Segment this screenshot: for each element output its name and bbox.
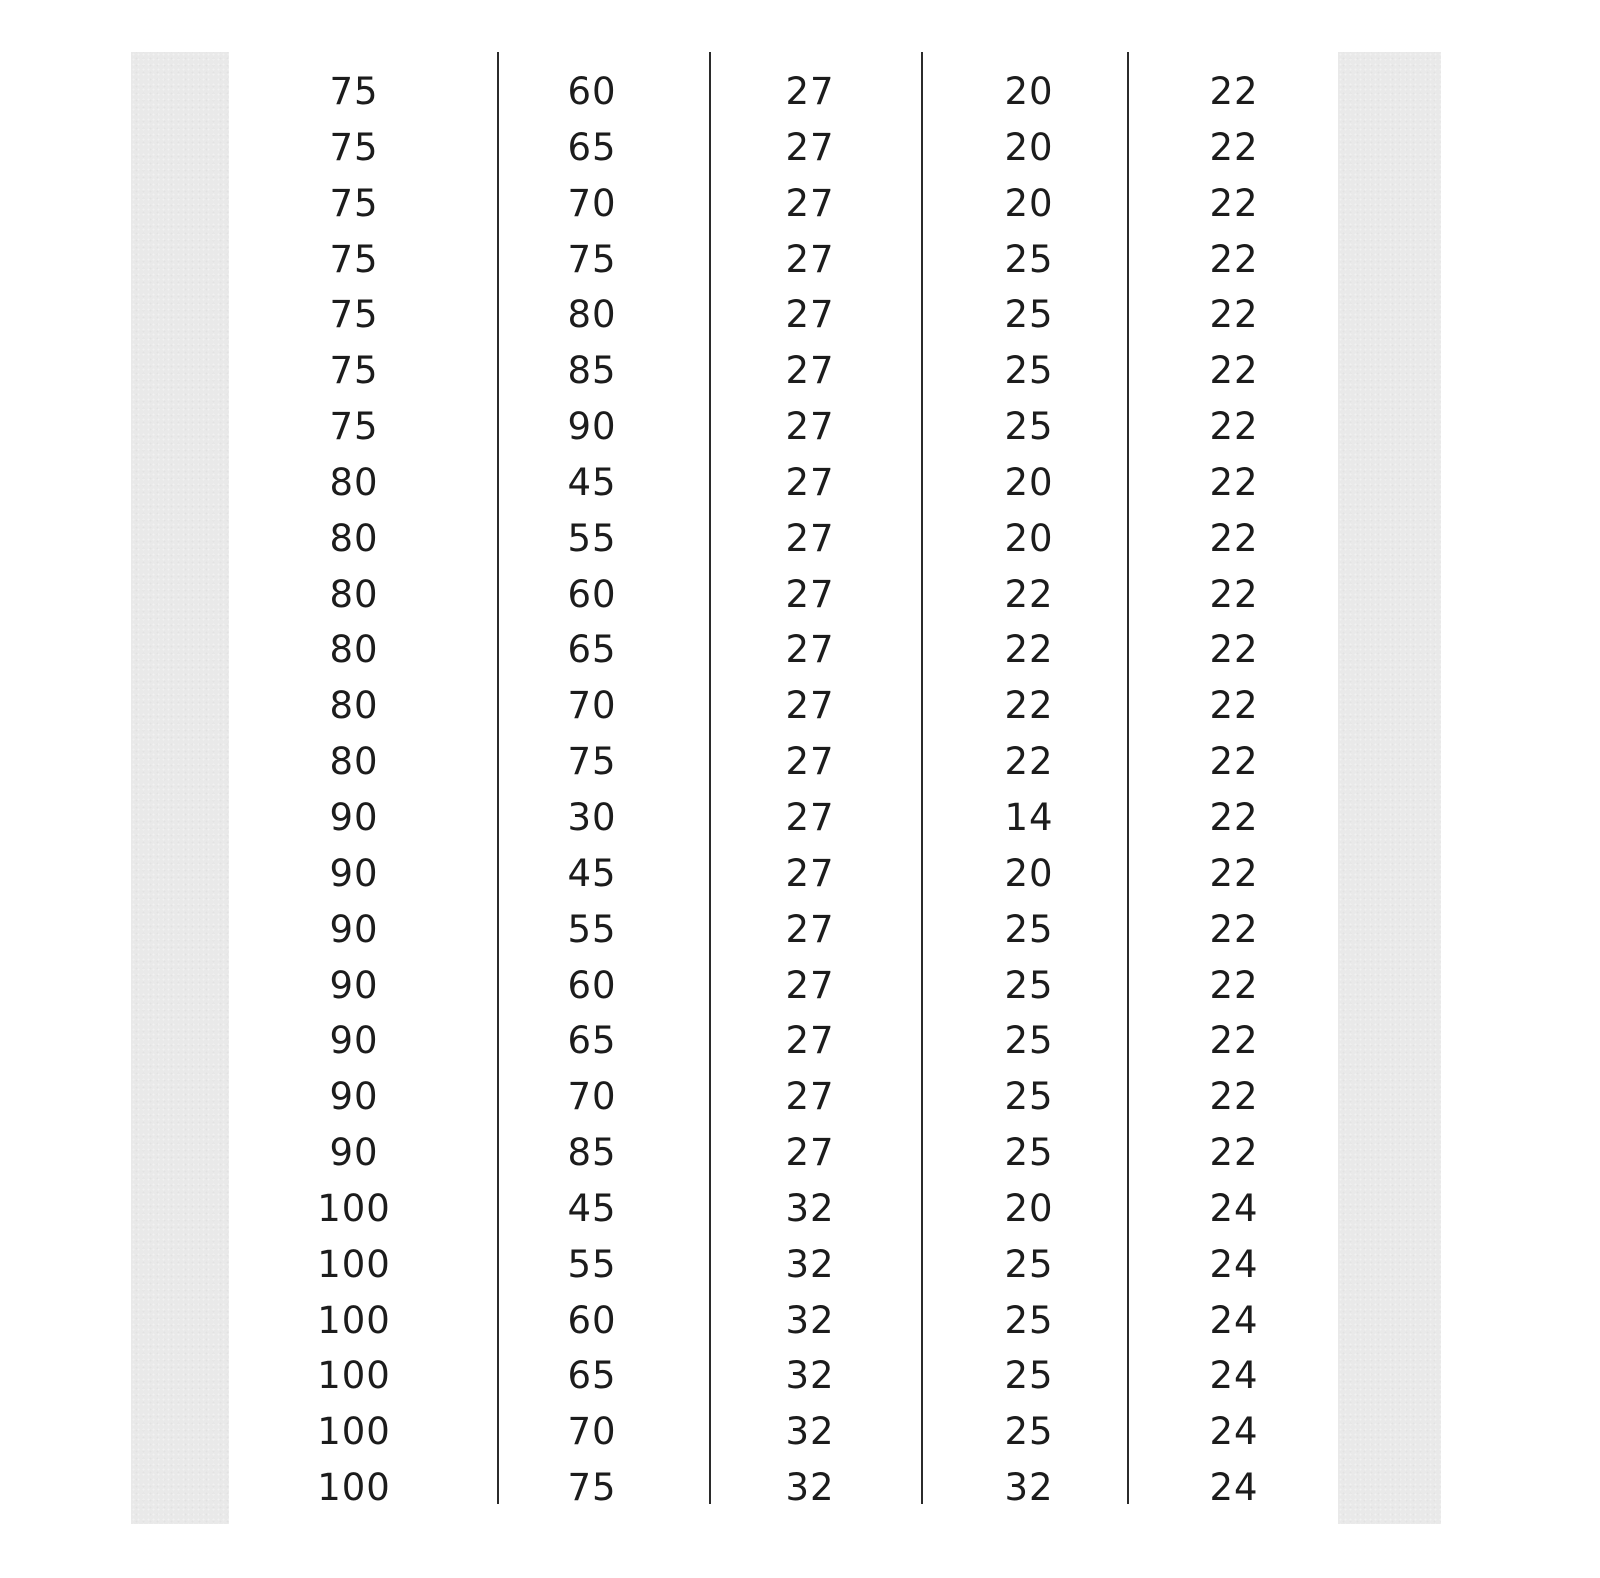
table-column-4: [929, 64, 1129, 1516]
table-cell: 20: [1004, 516, 1054, 560]
table-cell: 27: [785, 795, 835, 839]
table-column-3: [710, 64, 910, 1516]
table-cell: 100: [317, 1466, 391, 1510]
table-cell: 22: [1004, 572, 1054, 616]
table-cell: 75: [329, 237, 379, 281]
table-cell: 22: [1209, 516, 1259, 560]
table-cell: 90: [329, 1131, 379, 1175]
table-cell: 60: [567, 963, 617, 1007]
table-cell: 75: [329, 405, 379, 449]
table-cell: 25: [1004, 237, 1054, 281]
table-cell: 24: [1209, 1186, 1259, 1230]
table-column-2: [492, 64, 692, 1516]
table-cell: 20: [1004, 125, 1054, 169]
table-cell: 20: [1004, 1186, 1054, 1230]
table-cell: 65: [567, 1019, 617, 1063]
table-cell: 32: [785, 1354, 835, 1398]
table-cell: 25: [1004, 1354, 1054, 1398]
table-cell: 22: [1209, 293, 1259, 337]
column-divider: [921, 52, 923, 1504]
table-cell: 90: [329, 1019, 379, 1063]
table-cell: 70: [567, 684, 617, 728]
table-cell: 27: [785, 851, 835, 895]
table-cell: 90: [329, 851, 379, 895]
table-cell: 20: [1004, 851, 1054, 895]
table-cell: 27: [785, 740, 835, 784]
table-cell: 80: [329, 516, 379, 560]
table-cell: 32: [785, 1298, 835, 1342]
table-cell: 24: [1209, 1466, 1259, 1510]
table-cell: 32: [785, 1410, 835, 1454]
table-cell: 100: [317, 1186, 391, 1230]
table-cell: 25: [1004, 293, 1054, 337]
table-cell: 25: [1004, 963, 1054, 1007]
table-cell: 55: [567, 516, 617, 560]
table-cell: 27: [785, 237, 835, 281]
table-cell: 27: [785, 293, 835, 337]
table-cell: 22: [1209, 851, 1259, 895]
table-cell: 25: [1004, 1075, 1054, 1119]
table-cell: 80: [567, 293, 617, 337]
table-cell: 100: [317, 1354, 391, 1398]
table-cell: 22: [1209, 1019, 1259, 1063]
table-cell: 70: [567, 181, 617, 225]
table-cell: 90: [329, 795, 379, 839]
table-cell: 27: [785, 684, 835, 728]
table-cell: 80: [329, 740, 379, 784]
table-cell: 65: [567, 628, 617, 672]
table-cell: 85: [567, 1131, 617, 1175]
table-cell: 22: [1209, 795, 1259, 839]
table-cell: 27: [785, 907, 835, 951]
table-cell: 22: [1209, 460, 1259, 504]
table-cell: 75: [567, 237, 617, 281]
size-table: [0, 52, 1600, 1510]
table-cell: 25: [1004, 907, 1054, 951]
table-cell: 80: [329, 684, 379, 728]
table-cell: 30: [567, 795, 617, 839]
table-cell: 22: [1209, 963, 1259, 1007]
table-cell: 27: [785, 628, 835, 672]
table-cell: 24: [1209, 1410, 1259, 1454]
table-cell: 25: [1004, 1410, 1054, 1454]
table-cell: 27: [785, 460, 835, 504]
table-cell: 27: [785, 572, 835, 616]
table-column-5: [1134, 64, 1334, 1516]
table-cell: 55: [567, 1242, 617, 1286]
table-cell: 22: [1004, 684, 1054, 728]
table-cell: 70: [567, 1410, 617, 1454]
table-cell: 90: [567, 405, 617, 449]
table-cell: 45: [567, 460, 617, 504]
table-cell: 75: [329, 349, 379, 393]
table-cell: 100: [317, 1410, 391, 1454]
table-cell: 24: [1209, 1242, 1259, 1286]
table-cell: 25: [1004, 1298, 1054, 1342]
table-cell: 27: [785, 70, 835, 113]
table-cell: 14: [1004, 795, 1054, 839]
table-cell: 80: [329, 572, 379, 616]
table-cell: 22: [1209, 1075, 1259, 1119]
table-cell: 22: [1209, 125, 1259, 169]
table-cell: 22: [1004, 740, 1054, 784]
table-cell: 22: [1209, 349, 1259, 393]
table-cell: 27: [785, 1075, 835, 1119]
table-cell: 32: [785, 1242, 835, 1286]
table-cell: 70: [567, 1075, 617, 1119]
table-cell: 22: [1004, 628, 1054, 672]
table-cell: 22: [1209, 405, 1259, 449]
table-cell: 60: [567, 70, 617, 113]
table-cell: 45: [567, 1186, 617, 1230]
table-cell: 25: [1004, 405, 1054, 449]
table-cell: 65: [567, 125, 617, 169]
table-cell: 100: [317, 1242, 391, 1286]
table-cell: 75: [329, 125, 379, 169]
table-cell: 90: [329, 1075, 379, 1119]
table-cell: 20: [1004, 181, 1054, 225]
table-cell: 22: [1209, 907, 1259, 951]
table-cell: 22: [1209, 572, 1259, 616]
table-cell: 20: [1004, 460, 1054, 504]
table-cell: 32: [785, 1186, 835, 1230]
table-cell: 22: [1209, 1131, 1259, 1175]
table-cell: 27: [785, 963, 835, 1007]
table-cell: 75: [329, 70, 379, 113]
table-cell: 24: [1209, 1354, 1259, 1398]
table-cell: 32: [785, 1466, 835, 1510]
table-cell: 100: [317, 1298, 391, 1342]
table-cell: 80: [329, 628, 379, 672]
table-cell: 22: [1209, 740, 1259, 784]
table-cell: 25: [1004, 349, 1054, 393]
table-cell: 27: [785, 349, 835, 393]
table-cell: 22: [1209, 237, 1259, 281]
table-cell: 25: [1004, 1242, 1054, 1286]
table-cell: 75: [329, 181, 379, 225]
table-cell: 24: [1209, 1298, 1259, 1342]
table-cell: 45: [567, 851, 617, 895]
table-cell: 90: [329, 963, 379, 1007]
table-cell: 22: [1209, 181, 1259, 225]
table-cell: 75: [567, 1466, 617, 1510]
table-cell: 90: [329, 907, 379, 951]
table-cell: 27: [785, 125, 835, 169]
table-cell: 75: [567, 740, 617, 784]
table-cell: 55: [567, 907, 617, 951]
table-cell: 27: [785, 181, 835, 225]
table-cell: 27: [785, 405, 835, 449]
table-cell: 22: [1209, 684, 1259, 728]
table-column-1: [254, 64, 454, 1516]
table-cell: 60: [567, 1298, 617, 1342]
table-cell: 25: [1004, 1019, 1054, 1063]
table-cell: 32: [1004, 1466, 1054, 1510]
table-cell: 25: [1004, 1131, 1054, 1175]
table-cell: 20: [1004, 70, 1054, 113]
table-cell: 60: [567, 572, 617, 616]
table-cell: 75: [329, 293, 379, 337]
table-cell: 27: [785, 1131, 835, 1175]
table-cell: 22: [1209, 70, 1259, 113]
table-cell: 27: [785, 1019, 835, 1063]
table-cell: 22: [1209, 628, 1259, 672]
table-cell: 80: [329, 460, 379, 504]
table-cell: 27: [785, 516, 835, 560]
table-cell: 85: [567, 349, 617, 393]
table-cell: 65: [567, 1354, 617, 1398]
